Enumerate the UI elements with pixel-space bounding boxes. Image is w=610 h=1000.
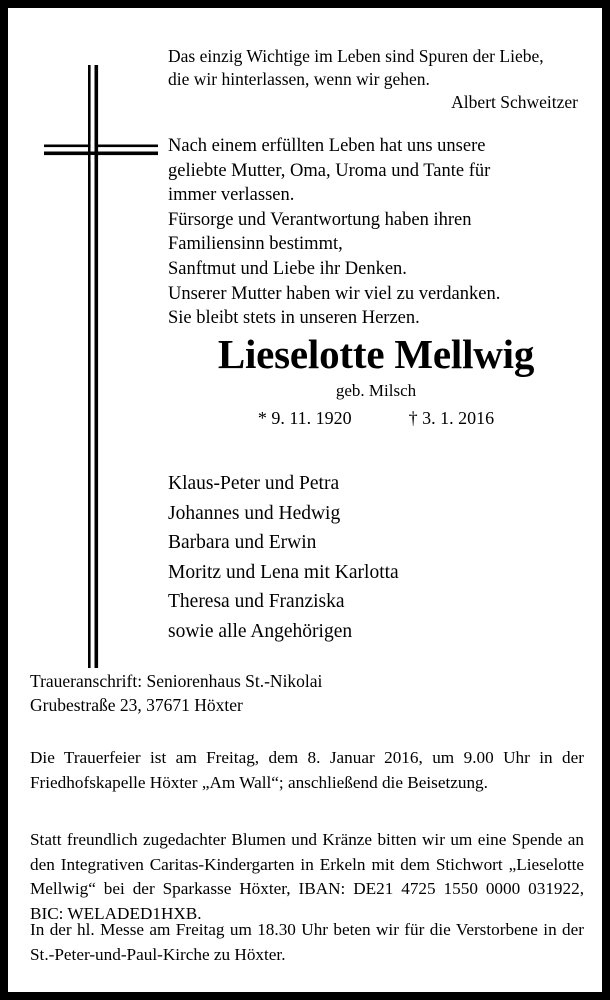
- survivor-line: Klaus-Peter und Petra: [168, 473, 340, 494]
- survivor-line: sowie alle Angehörigen: [168, 620, 353, 642]
- survivor-line: Moritz und Lena mit Karlotta: [168, 561, 399, 583]
- funeral-service-info: [30, 746, 584, 795]
- notice-page: [8, 8, 602, 992]
- memorial-line: Nach einem erfüllten Leben hat uns unsere: [168, 136, 486, 156]
- funeral-service-text: Die Trauerfeier ist am Freitag, dem 8. Januar 2016, um 9.00 Uhr in der Friedhofskapelle Höxter „Am Wall“; anschließend die Beisetzung.: [30, 748, 584, 792]
- deceased-name-block: [168, 330, 584, 431]
- memorial-line: Sanftmut und Liebe ihr Denken.: [168, 258, 407, 279]
- quote-line: die wir hinterlassen, wenn wir gehen.: [168, 69, 430, 89]
- christian-cross-icon: [28, 43, 158, 668]
- survivors-list: [168, 469, 584, 647]
- birth-date: * 9. 11. 1920: [257, 408, 352, 428]
- memorial-text: [168, 134, 584, 331]
- address-line: Traueranschrift: Seniorenhaus St.-Nikolai: [30, 671, 323, 691]
- donation-info: [30, 828, 584, 926]
- memorial-line: Fürsorge und Verantwortung haben ihren: [168, 209, 472, 230]
- survivor-line: Theresa und Franziska: [168, 591, 345, 613]
- memorial-line: geliebte Mutter, Oma, Uroma und Tante für: [168, 160, 491, 181]
- donation-text: Statt freundlich zugedachter Blumen und Kränze bitten wir um eine Spende an den Integrativen Caritas-Kindergarten in Erkeln mit dem Stichwort „Lieselotte Mellwig“ bei der Sparkasse Höxter, IBAN: DE21 4725 1550 0000 031922, BIC: WELADED1HXB.: [30, 830, 584, 923]
- memorial-line: Familiensinn bestimmt,: [168, 234, 343, 255]
- survivor-line: Johannes und Hedwig: [168, 502, 341, 524]
- quote-attribution: Albert Schweitzer: [451, 92, 578, 112]
- death-date: † 3. 1. 2016: [408, 408, 495, 428]
- cross-graphic: [28, 43, 158, 668]
- deceased-name: Lieselotte Mellwig: [217, 331, 535, 377]
- memorial-line: immer verlassen.: [168, 185, 295, 206]
- quote-line: Das einzig Wichtige im Leben sind Spuren der Liebe,: [168, 46, 544, 66]
- life-dates: [168, 405, 584, 431]
- opening-quote: [168, 45, 584, 114]
- memorial-line: Sie bleibt stets in unseren Herzen.: [168, 308, 420, 329]
- mourning-address: [30, 669, 584, 717]
- address-line: Grubestraße 23, 37671 Höxter: [30, 695, 243, 715]
- survivor-line: Barbara und Erwin: [168, 532, 317, 554]
- maiden-name: geb. Milsch: [335, 381, 417, 400]
- memorial-line: Unserer Mutter haben wir viel zu verdanken.: [168, 283, 501, 304]
- holy-mass-info: [30, 918, 584, 967]
- holy-mass-text: In der hl. Messe am Freitag um 18.30 Uhr beten wir für die Verstorbene in der St.-Peter-und-Paul-Kirche zu Höxter.: [30, 920, 584, 964]
